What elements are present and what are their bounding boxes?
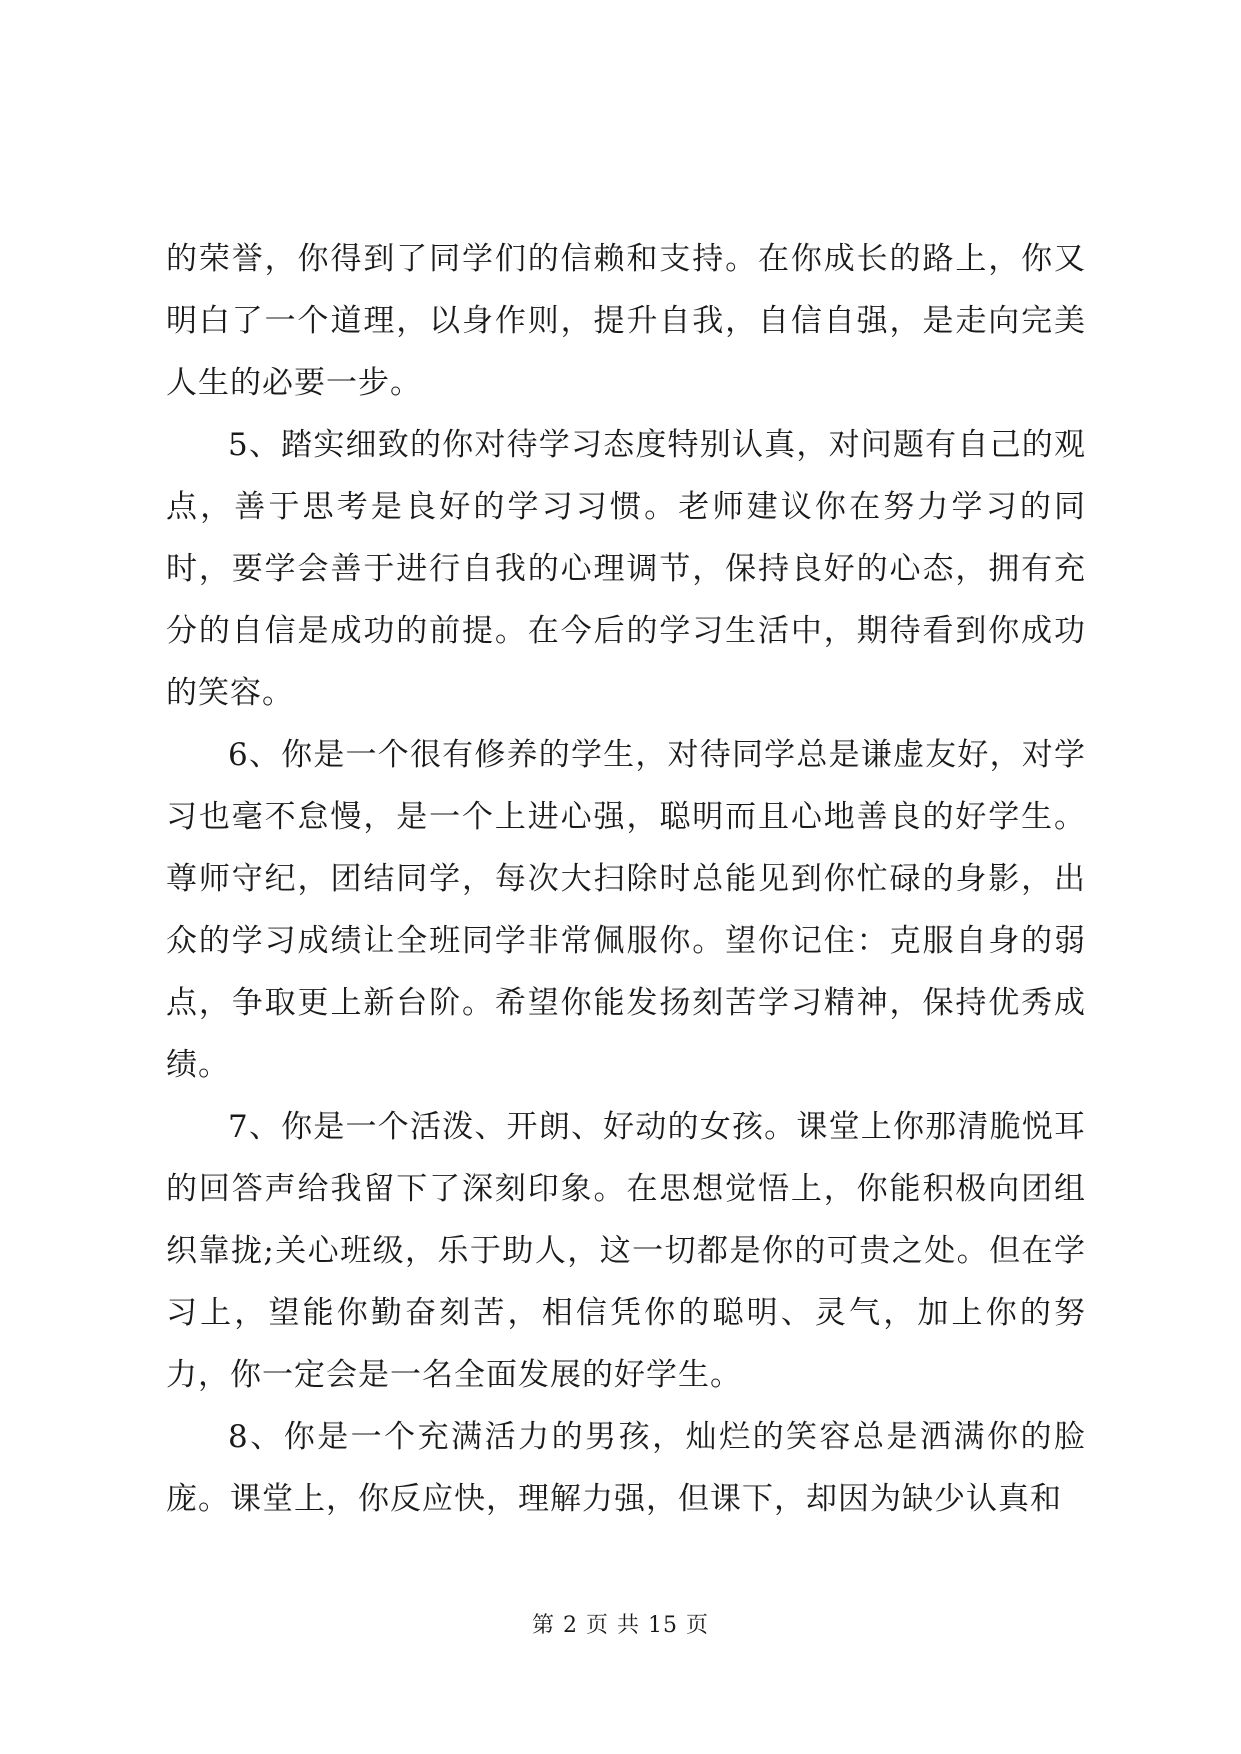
document-body — [166, 228, 1086, 1530]
paragraph-item-5: 5、踏实细致的你对待学习态度特别认真，对问题有自己的观点，善于思考是良好的学习习惯。老师建议你在努力学习的同时，要学会善于进行自我的心理调节，保持良好的心态，拥有充分的自信是成功的前提。在今后的学习生活中，期待看到你成功的笑容。 — [166, 427, 1086, 711]
paragraph-item-6: 6、你是一个很有修养的学生，对待同学总是谦虚友好，对学习也毫不怠慢，是一个上进心强，聪明而且心地善良的好学生。尊师守纪，团结同学，每次大扫除时总能见到你忙碌的身影，出众的学习成绩让全班同学非常佩服你。望你记住：克服自身的弱点，争取更上新台阶。希望你能发扬刻苦学习精神，保持优秀成绩。 — [166, 737, 1086, 1083]
page-number-footer: 第 2 页 共 15 页 — [532, 1613, 709, 1638]
paragraph-item-7: 7、你是一个活泼、开朗、好动的女孩。课堂上你那清脆悦耳的回答声给我留下了深刻印象。在思想觉悟上，你能积极向团组织靠拢;关心班级，乐于助人，这一切都是你的可贵之处。但在学习上，望能你勤奋刻苦，相信凭你的聪明、灵气，加上你的努力，你一定会是一名全面发展的好学生。 — [166, 1109, 1086, 1393]
paragraph-item-8: 8、你是一个充满活力的男孩，灿烂的笑容总是洒满你的脸庞。课堂上，你反应快，理解力强，但课下，却因为缺少认真和 — [166, 1419, 1086, 1517]
paragraph-continuation: 的荣誉，你得到了同学们的信赖和支持。在你成长的路上，你又明白了一个道理，以身作则，提升自我，自信自强，是走向完美人生的必要一步。 — [166, 241, 1086, 401]
